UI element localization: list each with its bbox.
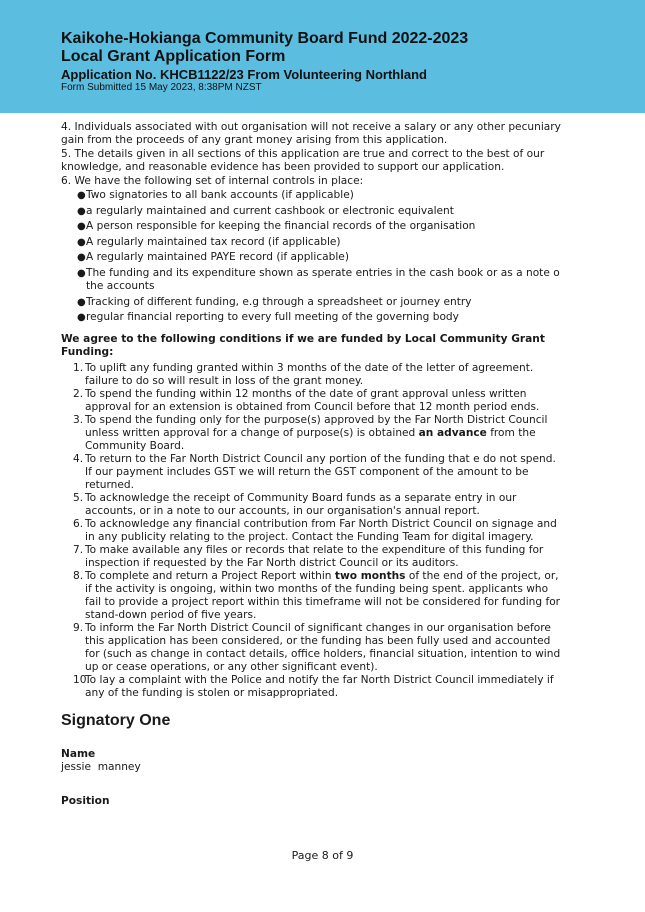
bullet-icon: ● <box>77 312 86 324</box>
list-item: ● A regularly maintained tax record (if applicable) <box>77 235 341 248</box>
list-item: ● A regularly maintained PAYE record (if applicable) <box>77 251 349 264</box>
name-label: Name <box>61 748 96 761</box>
list-item: 4. To return to the Far North District Council any portion of the funding that e do not spend. If our payment includes GST we will return the GST component of the amount to be returned. <box>73 453 556 492</box>
form-title: Local Grant Application Form <box>61 48 286 65</box>
board-fund-title: Kaikohe-Hokianga Community Board Fund 2022-2023 <box>61 30 469 47</box>
list-item: 3. To spend the funding only for the purpose(s) approved by the Far North District Council unless written approval for a change of purpose(s) is obtained an advance from the Community Board. <box>73 414 548 453</box>
condition-number: 6. <box>73 518 84 531</box>
list-item: 7. To make available any files or records that relate to the expenditure of this funding for inspection if requested by the Far North district Council or its auditors. <box>73 544 544 570</box>
signatory-heading: Signatory One <box>61 712 171 730</box>
bullet-icon: ● <box>77 267 86 279</box>
position-label: Position <box>61 795 110 808</box>
list-item: ● regular financial reporting to every full meeting of the governing body <box>77 311 459 324</box>
declaration-4: 4. Individuals associated with out organisation will not receive a salary or any other pecuniary gain from the proceeds of any grant money arising from this application. <box>61 121 561 146</box>
application-number: Application No. KHCB1122/23 From Volunteering Northland <box>61 67 427 82</box>
list-item: ● Two signatories to all bank accounts (if applicable) <box>77 189 354 201</box>
list-item: ● Tracking of different funding, e.g through a spreadsheet or journey entry <box>77 295 472 308</box>
conditions-list <box>61 362 566 700</box>
condition-number: 4. <box>73 453 84 466</box>
list-item: ● A person responsible for keeping the financial records of the organisation <box>77 220 476 233</box>
list-item: 6. To acknowledge any financial contribution from Far North District Council on signage and in any publicity relating to the project. Contact the Funding Team for digital imagery. <box>73 518 557 544</box>
list-item: 1. To uplift any funding granted within 3 months of the date of the letter of agreement. failure to do so will result in loss of the grant money. <box>73 362 534 388</box>
condition-number: 1. <box>73 362 84 375</box>
page-number: Page 8 of 9 <box>291 849 354 862</box>
bullet-icon: ● <box>77 205 86 217</box>
name-value: jessie manney <box>61 761 141 774</box>
list-item: 2. To spend the funding within 12 months of the date of grant approval unless written approval for an extension is obtained from Council before that 12 month period ends. <box>73 388 540 414</box>
page-content <box>61 121 566 808</box>
list-item: ● The funding and its expenditure shown as sperate entries in the cash book or as a note o the accounts <box>77 266 560 292</box>
condition-number: 7. <box>73 544 84 557</box>
bullet-icon: ● <box>77 236 86 248</box>
list-item: 8. To complete and return a Project Report within two months of the end of the project, or, if the activity is ongoing, within two months of the funding being spent. applicants who fail to provide a project report within this timeframe will not be considered for funding for stand-down period of five years. <box>73 570 561 622</box>
list-item: 10. To lay a complaint with the Police and notify the far North District Council immediately if any of the funding is stolen or misappropriated. <box>73 674 554 700</box>
bullet-icon: ● <box>77 296 86 308</box>
condition-number: 10. <box>73 674 90 687</box>
declaration-5: 5. The details given in all sections of this application are true and correct to the best of our knowledge, and reasonable evidence has been provided to support our application. <box>61 148 545 173</box>
declaration-6: 6. We have the following set of internal controls in place: <box>61 175 364 187</box>
condition-number: 3. <box>73 414 84 427</box>
list-item: ● a regularly maintained and current cashbook or electronic equivalent <box>77 204 454 217</box>
bullet-icon: ● <box>77 252 86 264</box>
bullet-icon: ● <box>77 190 86 201</box>
condition-number: 5. <box>73 492 84 505</box>
submitted-date: Form Submitted 15 May 2023, 8:38PM NZST <box>61 82 262 93</box>
bullet-icon: ● <box>77 221 86 233</box>
condition-number: 9. <box>73 622 84 635</box>
internal-controls-list <box>61 189 566 324</box>
condition-number: 8. <box>73 570 84 583</box>
list-item: 9. To inform the Far North District Council of significant changes in our organisation before this application has been considered, or the funding has been fully used and accounted for (such as change in contact details, office holders, financial situation, intention to wind up or cease operations, or any other significant event). <box>73 622 561 674</box>
conditions-heading: We agree to the following conditions if we are funded by Local Community Grant Funding: <box>61 333 545 359</box>
condition-number: 2. <box>73 388 84 401</box>
list-item: 5. To acknowledge the receipt of Community Board funds as a separate entry in our accounts, or in a note to our accounts, in our organisation's annual report. <box>73 492 517 518</box>
header-banner <box>0 0 645 113</box>
